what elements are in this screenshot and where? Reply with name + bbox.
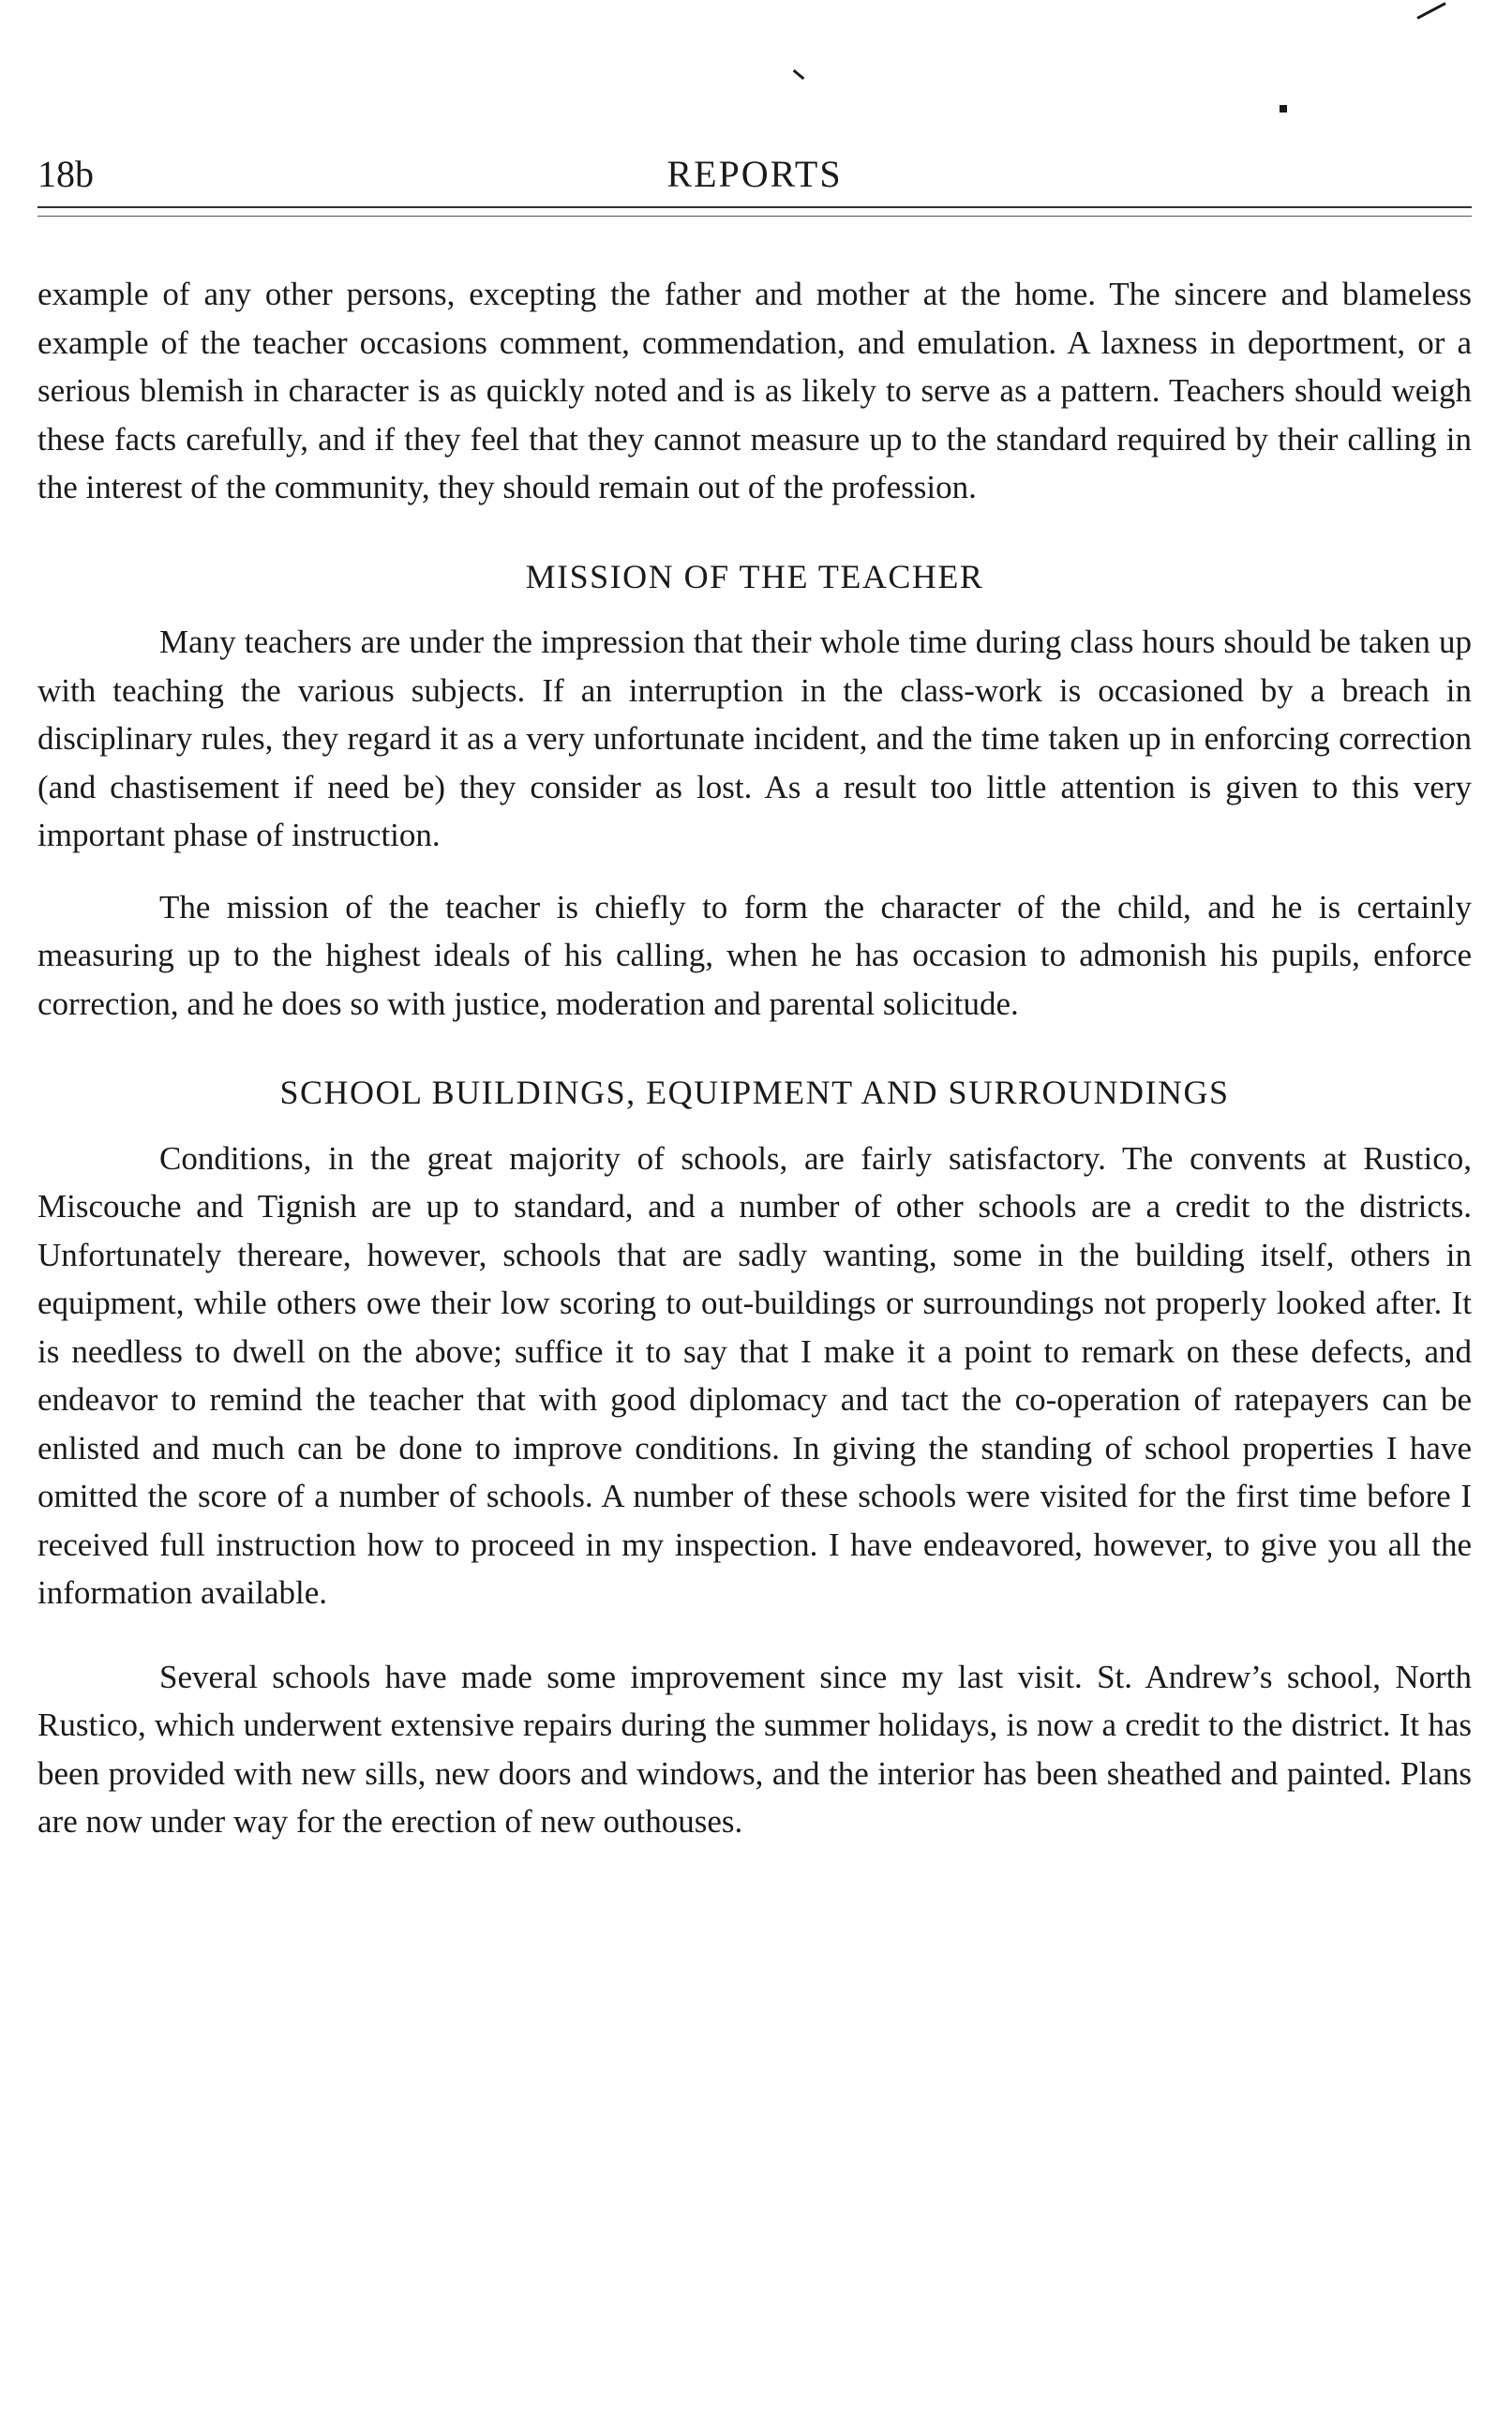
paragraph-buildings-1: Conditions, in the great majority of schools, are fairly satisfactory. The convents at Rustico, Miscouche and Tignish are up to standard, and a number of other schools are a credit to the districts. Unfortunately thereare, however, schools that are sadly wanting, some in the building itself, others in equipment, while others owe their low scoring to out-buildings or surroundings not properly looked after. It is needless to dwell on the above; suffice it to say that I make it a point to remark on these defects, and endeavor to remind the teacher that with good diplomacy and tact the co-operation of ratepayers can be enlisted and much can be done to improve conditions. In giving the standing of school properties I have omitted the score of a number of schools. A number of these schools were visited for the first time before I received full instruction how to proceed in my inspection. I have endeavored, however, to give you all the information available.	[37, 1139, 1472, 1611]
page-number: 18b	[37, 153, 94, 195]
paragraph-mission-2: The mission of the teacher is chiefly to form the character of the child, and he is certainly measuring up to the highest ideals of his calling, when he has occasion to admonish his pupils, enforce correction, and he does so with justice, moderation and parental solicitude.	[37, 888, 1472, 1022]
section-heading-buildings: SCHOOL BUILDINGS, EQUIPMENT AND SURROUNDINGS	[279, 1074, 1230, 1111]
paragraph-buildings-2: Several schools have made some improvement since my last visit. St. Andrew’s school, North Rustico, which underwent extensive repairs during the summer holidays, is now a credit to the district. It has been provided with new sills, new doors and windows, and the interior has been sheathed and painted. Plans are now under way for the erection of new outhouses.	[37, 1658, 1472, 1840]
header-rule	[37, 206, 1472, 208]
scan-speck	[1280, 105, 1287, 113]
running-head: REPORTS	[666, 153, 843, 195]
section-heading-mission: MISSION OF THE TEACHER	[525, 557, 984, 595]
document-page	[37, 0, 1472, 2436]
body-text	[37, 270, 1472, 1846]
header-rule-thin	[37, 216, 1472, 217]
scan-speck	[1416, 2, 1445, 20]
scan-speck	[793, 69, 805, 80]
paragraph-mission-1: Many teachers are under the impression that their whole time during class hours should be taken up with teaching the various subjects. If an interruption in the class-work is occasioned by a breach in disciplinary rules, they regard it as a very unfortunate incident, and the time taken up in enforcing correction (and chastisement if need be) they consider as lost. As a result too little attention is given to this very important phase of instruction.	[37, 624, 1472, 853]
paragraph-continued: example of any other persons, excepting the father and mother at the home. The sincere and blameless example of the teacher occasions comment, commendation, and emulation. A laxness in deportment, or a serious blemish in character is as quickly noted and is as likely to serve as a pattern. Teachers should weigh these facts carefully, and if they feel that they cannot measure up to the standard required by their calling in the interest of the community, they should remain out of the profession.	[37, 276, 1472, 505]
page-header	[37, 148, 1472, 204]
